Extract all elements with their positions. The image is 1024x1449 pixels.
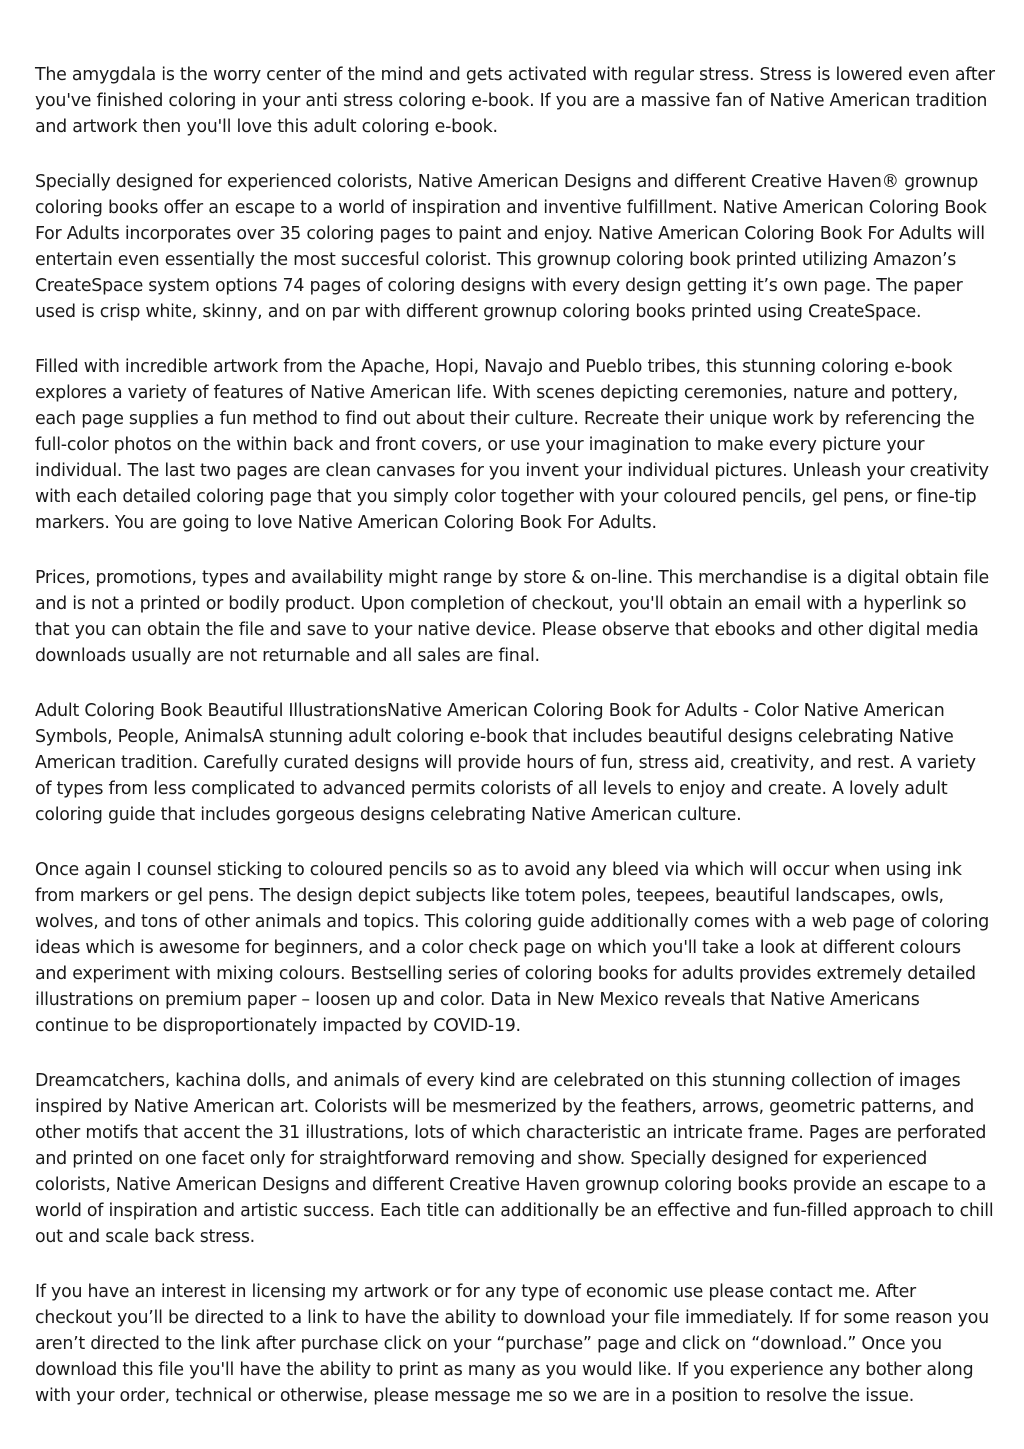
document-body [35, 62, 995, 1438]
paragraph-amygdala: The amygdala is the worry center of the mind and gets activated with regular stress. Stress is lowered even after you've finished coloring in your anti stress coloring e-book. If you are a massive fan of Native American tradition and artwork then you'll love this adult coloring e-book. [35, 65, 995, 137]
paragraph-adult-coloring-book: Adult Coloring Book Beautiful IllustrationsNative American Coloring Book for Adults - Color Native American Symbols, People, AnimalsA stunning adult coloring e-book that includes beautiful designs celebrating Native American tradition. Carefully curated designs will provide hours of fun, stress aid, creativity, and rest. A variety of types from less complicated to advanced permits colorists of all levels to enjoy and create. A lovely adult coloring guide that includes gorgeous designs celebrating Native American culture. [35, 701, 976, 825]
paragraph-prices-promotions: Prices, promotions, types and availability might range by store & on-line. This merchandise is a digital obtain file and is not a printed or bodily product. Upon completion of checkout, you'll obtain an email with a hyperlink so that you can obtain the file and save to your native device. Please observe that ebooks and other digital media downloads usually are not returnable and all sales are final. [35, 568, 989, 666]
paragraph-specially-designed: Specially designed for experienced colorists, Native American Designs and different Creative Haven® grownup coloring books offer an escape to a world of inspiration and inventive fulfillment. Native American Coloring Book For Adults incorporates over 35 coloring pages to paint and enjoy. Native American Coloring Book For Adults will entertain even essentially the most succesful colorist. This grownup coloring book printed utilizing Amazon’s CreateSpace system options 74 pages of coloring designs with every design getting it’s own page. The paper used is crisp white, skinny, and on par with different grownup coloring books printed using CreateSpace. [35, 172, 987, 322]
paragraph-dreamcatchers: Dreamcatchers, kachina dolls, and animals of every kind are celebrated on this stunning collection of images inspired by Native American art. Colorists will be mesmerized by the feathers, arrows, geometric patterns, and other motifs that accent the 31 illustrations, lots of which characteristic an intricate frame. Pages are perforated and printed on one facet only for straightforward removing and show. Specially designed for experienced colorists, Native American Designs and different Creative Haven grownup coloring books provide an escape to a world of inspiration and artistic success. Each title can additionally be an effective and fun-filled approach to chill out and scale back stress. [35, 1071, 994, 1247]
paragraph-licensing: If you have an interest in licensing my artwork or for any type of economic use please contact me. After checkout you’ll be directed to a link to have the ability to download your file immediately. If for some reason you aren’t directed to the link after purchase click on your “purchase” page and click on “download.” Once you download this file you'll have the ability to print as many as you would like. If you experience any bother along with your order, technical or otherwise, please message me so we are in a position to resolve the issue. [35, 1282, 989, 1406]
paragraph-filled-with-artwork: Filled with incredible artwork from the Apache, Hopi, Navajo and Pueblo tribes, this stunning coloring e-book explores a variety of features of Native American life. With scenes depicting ceremonies, nature and pottery, each page supplies a fun method to find out about their culture. Recreate their unique work by referencing the full-color photos on the within back and front covers, or use your imagination to make every picture your individual. The last two pages are clean canvases for you invent your individual pictures. Unleash your creativity with each detailed coloring page that you simply color together with your coloured pencils, gel pens, or fine-tip markers. You are going to love Native American Coloring Book For Adults. [35, 357, 989, 533]
paragraph-coloured-pencils: Once again I counsel sticking to coloured pencils so as to avoid any bleed via which will occur when using ink from markers or gel pens. The design depict subjects like totem poles, teepees, beautiful landscapes, owls, wolves, and tons of other animals and topics. This coloring guide additionally comes with a web page of coloring ideas which is awesome for beginners, and a color check page on which you'll take a look at different colours and experiment with mixing colours. Bestselling series of coloring books for adults provides extremely detailed illustrations on premium paper – loosen up and color. Data in New Mexico reveals that Native Americans continue to be disproportionately impacted by COVID-19. [35, 860, 990, 1036]
